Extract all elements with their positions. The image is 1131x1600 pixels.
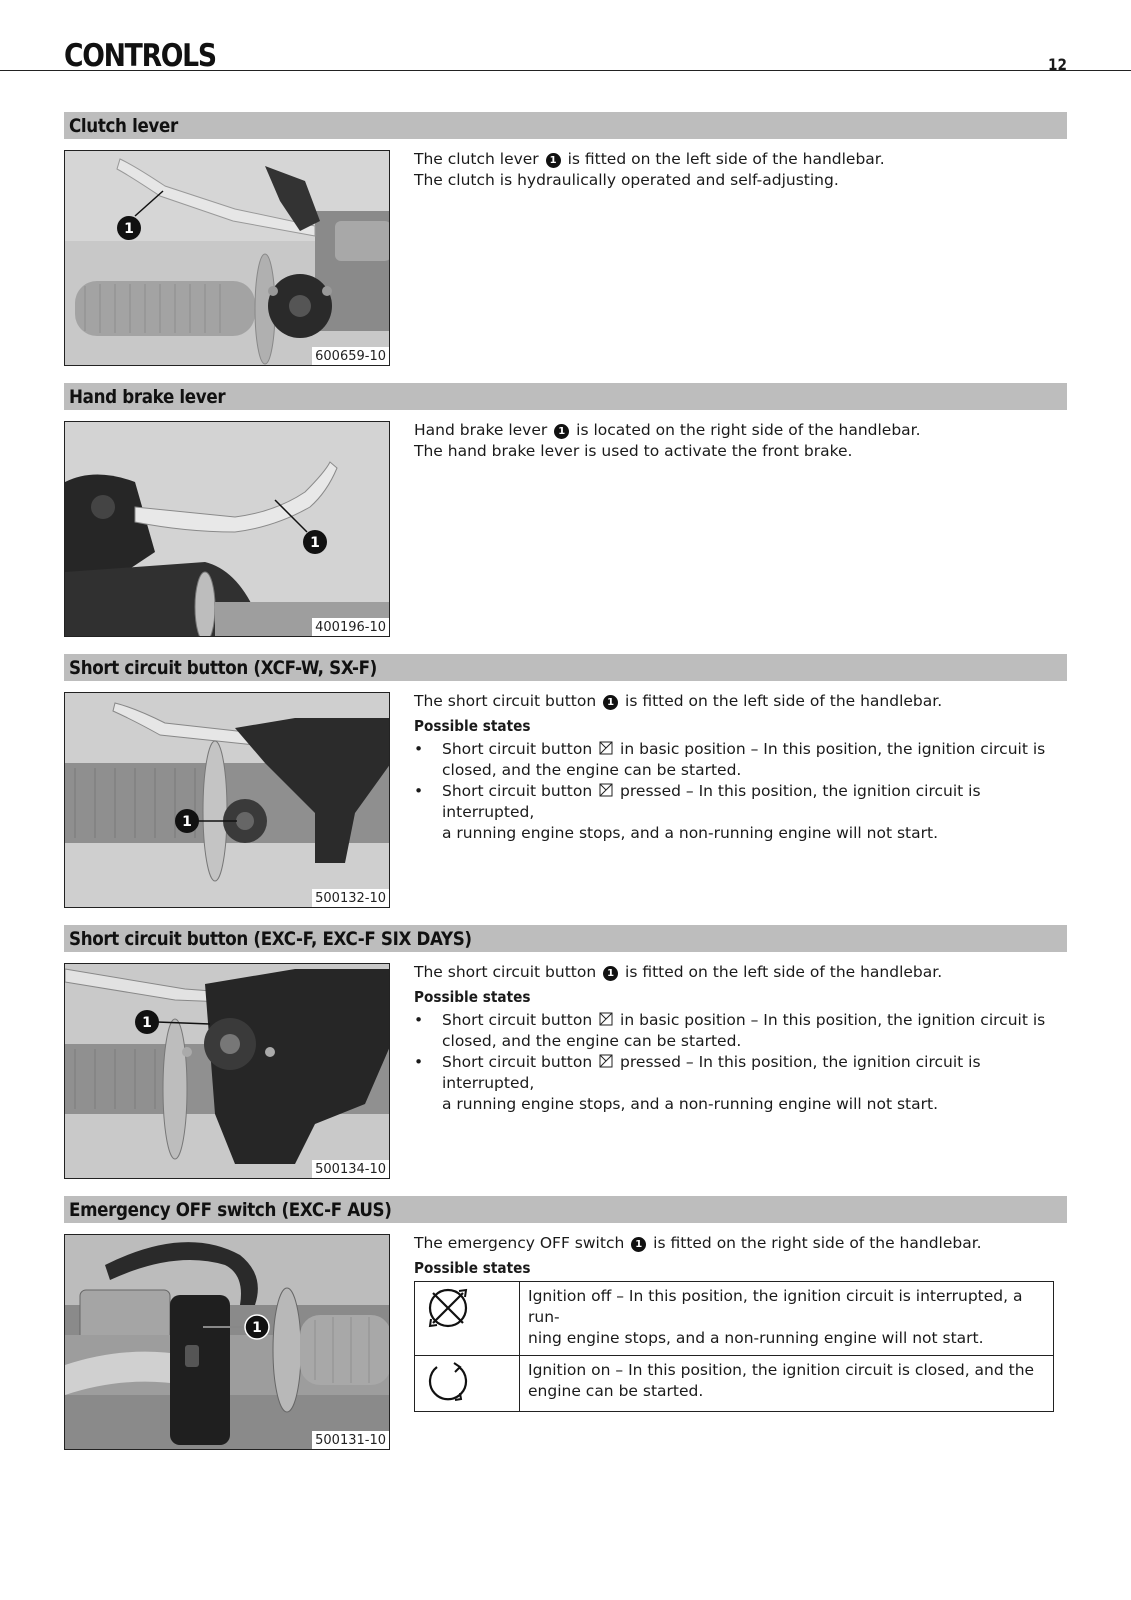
section-text: The clutch lever 1 is fitted on the left side of the handlebar. The clutch is hydraulically operated and self-adjusting. <box>414 150 885 189</box>
emergency-off-switch-photo <box>64 1234 390 1450</box>
table-cell-icon <box>415 1282 520 1356</box>
callout-badge: 1 <box>546 153 561 168</box>
section-text: The short circuit button 1 is fitted on the left side of the handlebar. Possible states • Short circuit button in basic position – In this position, the ignition circuit is closed, and the engine can be started. • Short circuit button pressed – In this position, the ignition circuit is interrupted, a running engine stops, and a non-running engine will not start. <box>414 691 1064 844</box>
table-cell-description: Ignition on – In this position, the ignition circuit is closed, and the engine can be started. <box>520 1356 1054 1412</box>
section-text: The emergency OFF switch 1 is fitted on the right side of the handlebar. Possible states <box>414 1233 1064 1279</box>
states-list <box>414 739 1064 844</box>
possible-states-heading: Possible states <box>414 1259 531 1277</box>
callout-badge: 1 <box>554 424 569 439</box>
ignition-off-icon <box>425 1285 471 1331</box>
photo-code: 400196-10 <box>312 618 389 636</box>
table-row <box>415 1282 1054 1356</box>
table-cell-description: Ignition off – In this position, the ignition circuit is interrupted, a run- ning engine stops, and a non-running engine will not start. <box>520 1282 1054 1356</box>
photo-code: 500132-10 <box>312 889 389 907</box>
short-circuit-symbol-icon <box>599 1054 613 1068</box>
section-heading: Emergency OFF switch (EXC-F AUS) <box>64 1196 1067 1223</box>
callout-1: 1 <box>310 535 320 551</box>
callout-1: 1 <box>182 814 192 830</box>
section-text: The short circuit button 1 is fitted on the left side of the handlebar. Possible states • Short circuit button in basic position – In this position, the ignition circuit is closed, and the engine can be started. • Short circuit button pressed – In this position, the ignition circuit is interrupted, a running engine stops, and a non-running engine will not start. <box>414 962 1064 1115</box>
short-circuit-button-photo <box>64 692 390 908</box>
list-item: • Short circuit button in basic position – In this position, the ignition circuit is closed, and the engine can be started. <box>414 1010 1064 1052</box>
section-heading: Short circuit button (XCF-W, SX-F) <box>64 654 1067 681</box>
photo-code: 600659-10 <box>312 347 389 365</box>
possible-states-heading: Possible states <box>414 717 531 735</box>
table-row <box>415 1356 1054 1412</box>
clutch-lever-photo <box>64 150 390 366</box>
states-list <box>414 1010 1064 1115</box>
page-number: 12 <box>1048 55 1067 74</box>
section-text: Hand brake lever 1 is located on the right side of the handlebar. The hand brake lever is used to activate the front brake. <box>414 421 921 460</box>
ignition-on-icon <box>425 1359 471 1405</box>
section-heading: Short circuit button (EXC-F, EXC-F SIX DAYS) <box>64 925 1067 952</box>
section-heading: Clutch lever <box>64 112 1067 139</box>
table-cell-icon <box>415 1356 520 1412</box>
photo-code: 500131-10 <box>312 1431 389 1449</box>
hand-brake-lever-photo <box>64 421 390 637</box>
short-circuit-symbol-icon <box>599 1012 613 1026</box>
list-item: • Short circuit button in basic position – In this position, the ignition circuit is closed, and the engine can be started. <box>414 739 1064 781</box>
callout-badge: 1 <box>603 966 618 981</box>
list-item: • Short circuit button pressed – In this position, the ignition circuit is interrupted, a running engine stops, and a non-running engine will not start. <box>414 781 1064 844</box>
photo-code: 500134-10 <box>312 1160 389 1178</box>
callout-badge: 1 <box>603 695 618 710</box>
page-title: CONTROLS <box>64 38 216 74</box>
possible-states-heading: Possible states <box>414 988 531 1006</box>
callout-1: 1 <box>252 1320 262 1336</box>
short-circuit-symbol-icon <box>599 783 613 797</box>
callout-badge: 1 <box>631 1237 646 1252</box>
section-heading: Hand brake lever <box>64 383 1067 410</box>
switch-states-table <box>414 1281 1054 1412</box>
callout-1: 1 <box>142 1015 152 1031</box>
list-item: • Short circuit button pressed – In this position, the ignition circuit is interrupted, a running engine stops, and a non-running engine will not start. <box>414 1052 1064 1115</box>
header-rule <box>0 70 1131 71</box>
short-circuit-symbol-icon <box>599 741 613 755</box>
short-circuit-button-photo <box>64 963 390 1179</box>
callout-1: 1 <box>124 221 134 237</box>
